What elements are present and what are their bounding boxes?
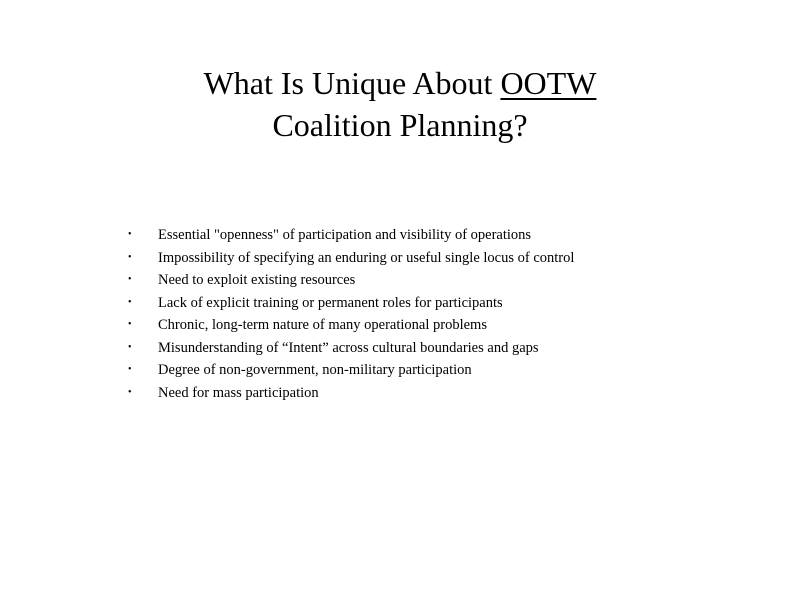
bullet-text: Chronic, long-term nature of many operational problems bbox=[158, 317, 487, 333]
title-line-2: Coalition Planning? bbox=[272, 107, 528, 143]
title-underlined-term: OOTW bbox=[500, 65, 597, 101]
bullet-item bbox=[0, 224, 780, 247]
bullet-text: Need for mass participation bbox=[158, 384, 319, 401]
bullet-icon: • bbox=[128, 364, 132, 375]
bullet-item bbox=[0, 247, 780, 270]
bullet-item bbox=[0, 382, 780, 405]
bullet-item bbox=[0, 269, 780, 292]
bullet-icon: • bbox=[128, 386, 132, 398]
bullet-text: Need to exploit existing resources bbox=[158, 272, 356, 288]
bullet-icon: • bbox=[128, 274, 132, 285]
bullet-icon: • bbox=[128, 296, 132, 308]
title-prefix: What Is Unique About bbox=[203, 65, 501, 101]
slide-title bbox=[100, 62, 700, 146]
bullet-text: Essential "openness" of participation and visibility of operations bbox=[158, 227, 532, 243]
bullet-icon: • bbox=[128, 319, 132, 330]
title-line-1 bbox=[100, 62, 700, 104]
bullet-text: Degree of non-government, non-military participation bbox=[158, 362, 472, 378]
bullet-item bbox=[0, 314, 780, 337]
bullet-item bbox=[0, 292, 780, 315]
bullet-text: Misunderstanding of “Intent” across cultural boundaries and gaps bbox=[158, 339, 539, 356]
bullet-icon: • bbox=[128, 251, 132, 263]
bullet-icon: • bbox=[128, 341, 132, 353]
bullet-text: Impossibility of specifying an enduring or useful single locus of control bbox=[158, 249, 575, 266]
bullet-text: Lack of explicit training or permanent roles for participants bbox=[158, 294, 503, 311]
bullet-icon: • bbox=[128, 229, 132, 240]
bullet-list bbox=[0, 224, 780, 404]
bullet-item bbox=[0, 337, 780, 360]
bullet-item bbox=[0, 359, 780, 382]
